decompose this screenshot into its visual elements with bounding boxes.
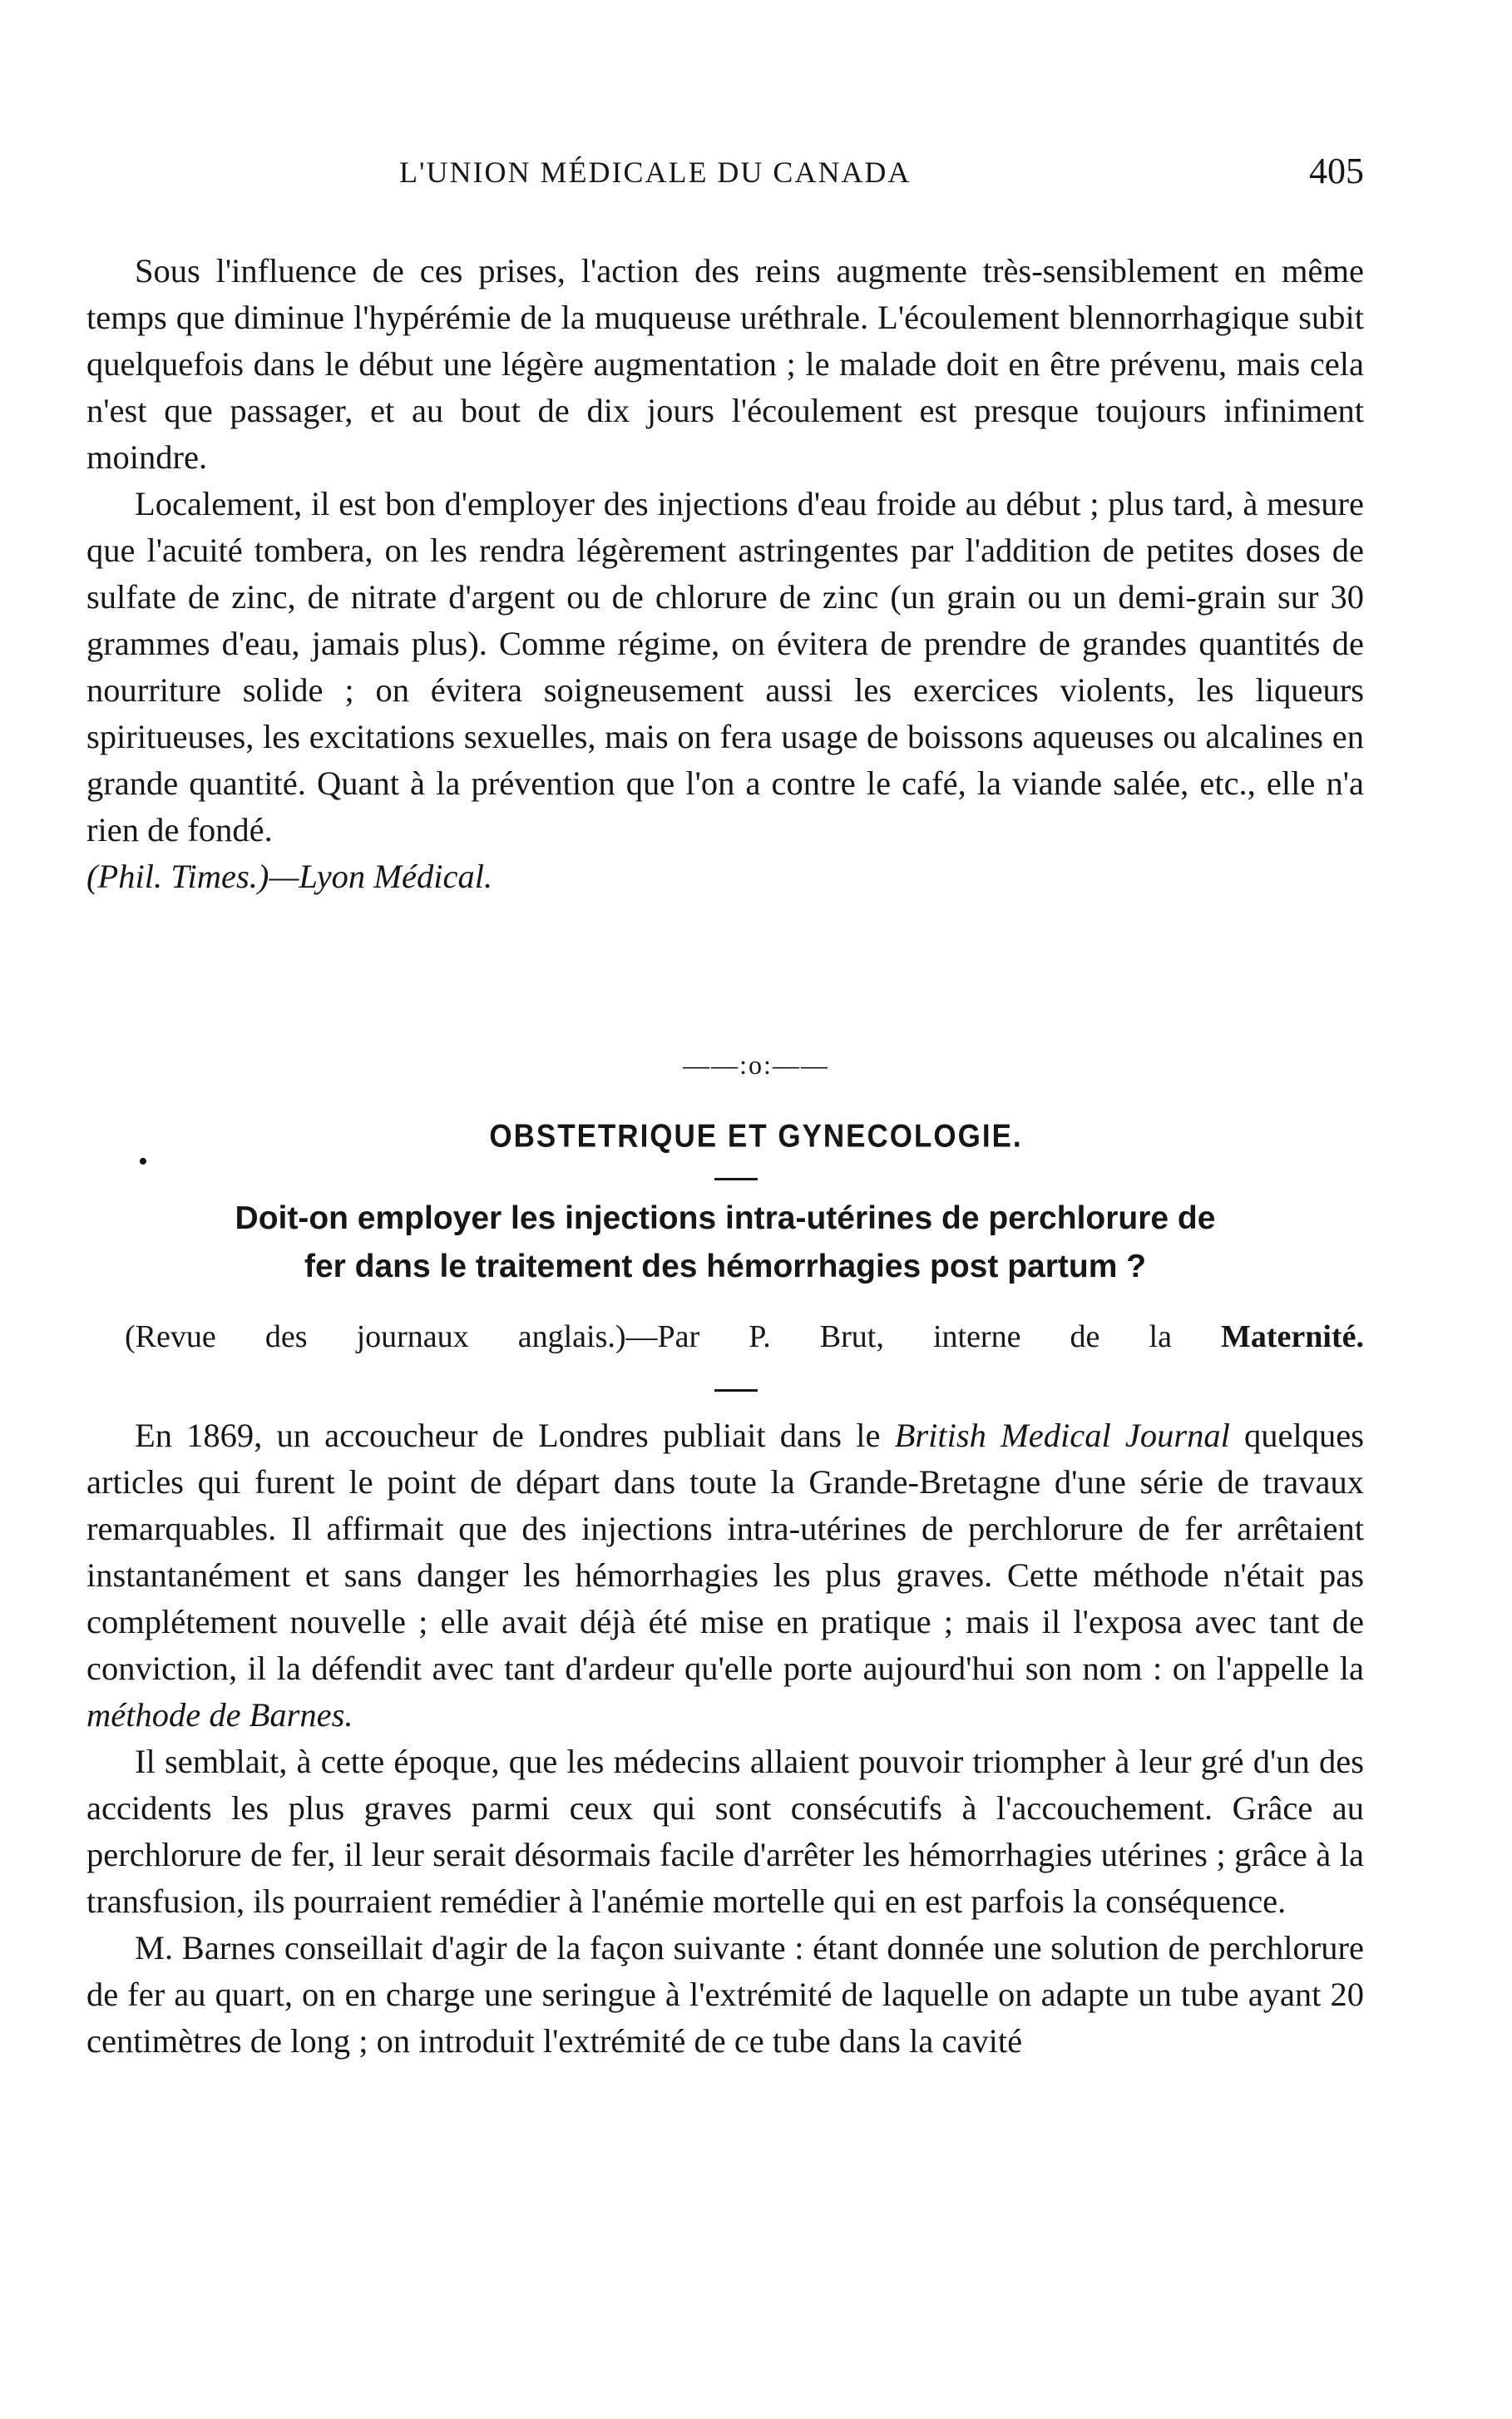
citation: (Phil. Times.)—Lyon Médical. — [86, 858, 493, 895]
byline-rule — [714, 1389, 758, 1392]
paragraph-barnes-method — [86, 1412, 1364, 1739]
page-header — [399, 151, 1364, 205]
article-body — [86, 1412, 1364, 2065]
article-title — [86, 1195, 1364, 1291]
running-title: L'UNION MÉDICALE DU CANADA — [399, 156, 912, 189]
article-continuation — [86, 248, 1364, 900]
article-title-line-2: fer dans le traitement des hémorrhagies post partum ? — [304, 1249, 1147, 1284]
paragraph-barnes-procedure: M. Barnes conseillait d'agir de la façon suivante : étant donnée une solution de perchlorure de fer au quart, on en charge une seringue à l'extrémité de laquelle on adapte un tube ayant 20 centimètres de long ; on introduit l'extrémité de ce tube dans la cavité — [86, 1929, 1364, 2060]
page-number: 405 — [1309, 151, 1364, 191]
paragraph-1-middle: quelques articles qui furent le point de départ dans toute la Grande-Bretagne d'une série de travaux remarquables. Il affirmait que des injections intra-utérines de perchlorure de fer arrêtaient instantanément et sans danger les hémorrhagies les plus graves. Cette méthode n'était pas complétement nouvelle ; elle avait déjà été mise en pratique ; mais il l'exposa avec tant de conviction, il la défendit avec tant d'ardeur qu'elle porte aujourd'hui son nom : on l'appelle la — [86, 1417, 1365, 1687]
heading-rule — [714, 1178, 758, 1180]
journal-name: British Medical Journal — [894, 1417, 1230, 1454]
section-separator: ——:o:—— — [683, 1050, 829, 1080]
paragraph-1-start: En 1869, un accoucheur de Londres publiait dans le — [135, 1417, 895, 1454]
article-byline — [125, 1318, 1364, 1355]
paragraph-diuretic-effect: Sous l'influence de ces prises, l'action des reins augmente très-sensiblement en même temps que diminue l'hypérémie de la muqueuse uréthrale. L'écoulement blennorrhagique subit quelquefois dans le début une légère augmentation ; le malade doit en être prévenu, mais cela n'est que passager, et au bout de dix jours l'écoulement est presque toujours infiniment moindre. — [86, 252, 1364, 476]
byline-maternite: Maternité. — [1221, 1319, 1364, 1354]
article-title-line-1: Doit-on employer les injections intra-utérines de perchlorure de — [235, 1200, 1216, 1236]
byline-text: (Revue des journaux anglais.)—Par P. Brut, interne de la — [125, 1319, 1172, 1354]
paragraph-perchloride-hopes: Il semblait, à cette époque, que les médecins allaient pouvoir triompher à leur gré d'un des accidents les plus graves parmi ceux qui sont consécutifs à l'accouchement. Grâce au perchlorure de fer, il leur serait désormais facile d'arrêter les hémorrhagies utérines ; grâce à la transfusion, ils pourraient remédier à l'anémie mortelle qui en est parfois la conséquence. — [86, 1743, 1364, 1920]
section-heading: OBSTETRIQUE ET GYNECOLOGIE. — [489, 1117, 1023, 1155]
method-name: méthode de Barnes. — [86, 1696, 353, 1734]
paragraph-local-treatment: Localement, il est bon d'employer des injections d'eau froide au début ; plus tard, à mesure que l'acuité tombera, on les rendra légèrement astringentes par l'addition de petites doses de sulfate de zinc, de nitrate d'argent ou de chlorure de zinc (un grain ou un demi-grain sur 30 grammes d'eau, jamais plus). Comme régime, on évitera de prendre de grandes quantités de nourriture solide ; on évitera soigneusement aussi les exercices violents, les liqueurs spiritueuses, les excitations sexuelles, mais on fera usage de boissons aqueuses ou alcalines en grande quantité. Quant à la prévention que l'on a contre le café, la viande salée, etc., elle n'a rien de fondé. — [86, 485, 1364, 848]
margin-mark: • — [138, 1146, 148, 1177]
